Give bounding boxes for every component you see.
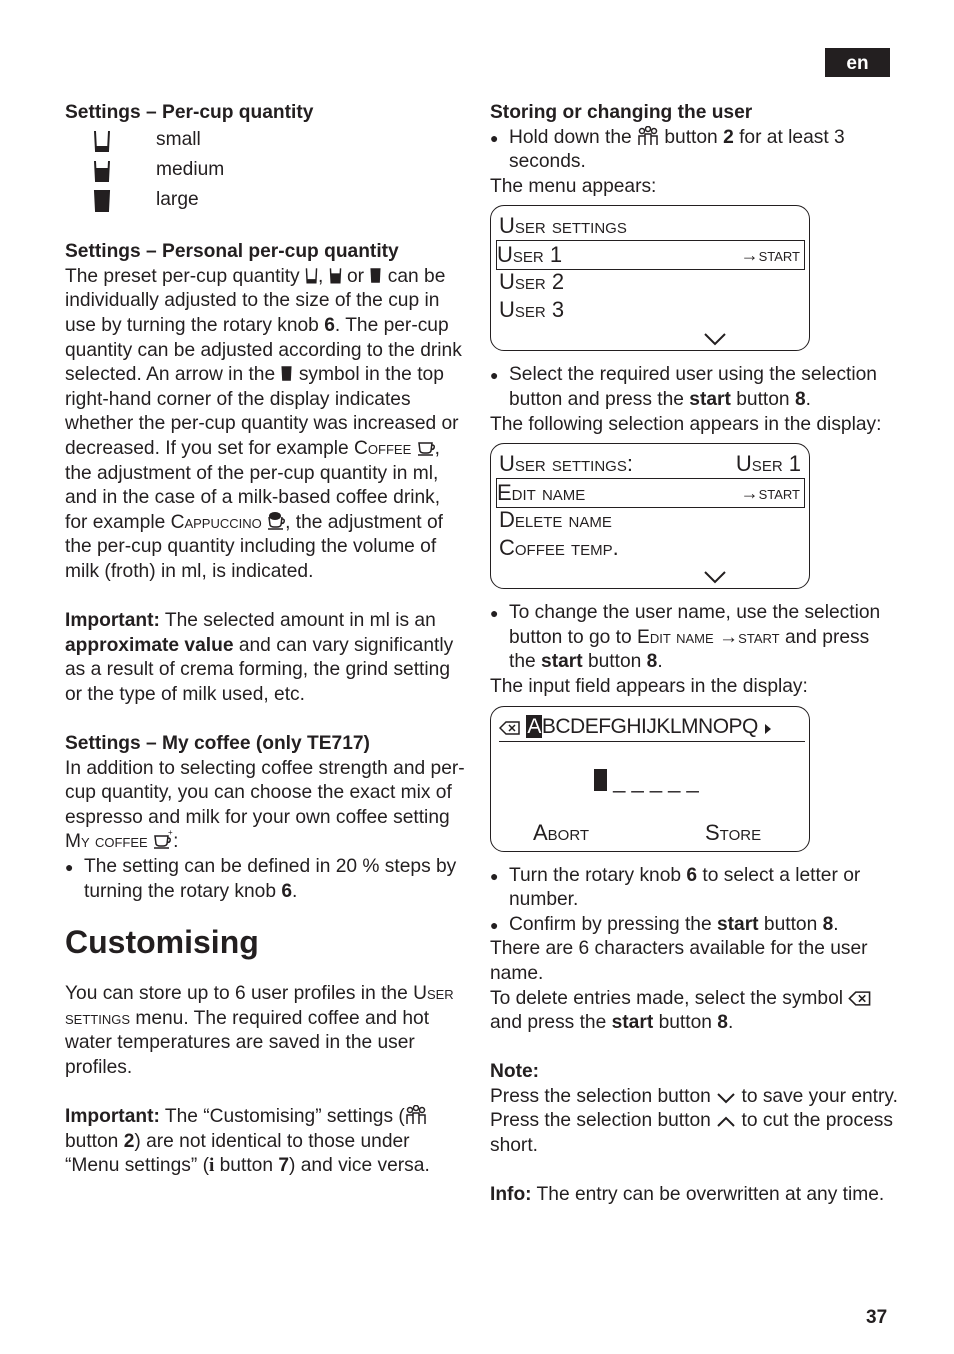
important-customising-note: Important: The “Customising” settings ( button 2) are not identical to those under “Menu settings” (i button 7) and vice versa.	[65, 1106, 430, 1177]
store-button[interactable]: Store	[705, 819, 762, 845]
backspace-icon	[499, 720, 521, 736]
cup-large-row	[65, 186, 465, 216]
change-name-bullet: ● To change the user name, use the selection button to go to Edit name →start and press the start button 8.	[490, 601, 900, 675]
page-number: 37	[866, 1307, 888, 1328]
characters-available-text: There are 6 characters available for the user name.	[490, 938, 868, 984]
selected-letter[interactable]: A	[527, 714, 541, 738]
cup-large-label: large	[156, 189, 199, 211]
cup-small-row	[65, 126, 465, 156]
personal-quantity-heading: Settings – Personal per-cup quantity	[65, 241, 399, 263]
display-row-user-1[interactable]: User 1 →start	[496, 240, 805, 270]
svg-text:+: +	[168, 830, 173, 838]
display-header: User settings	[499, 212, 805, 241]
medium-cup-icon	[329, 266, 342, 285]
input-appears-text: The input field appears in the display:	[490, 675, 808, 697]
cup-medium-row	[65, 156, 465, 186]
chevron-down-icon	[703, 332, 727, 346]
display-row-delete-name[interactable]: Delete name	[499, 507, 612, 533]
cup-small-label: small	[156, 129, 201, 151]
user-edit-display	[490, 443, 810, 589]
small-cup-icon	[305, 266, 318, 285]
display-header: User settings: User 1	[499, 450, 805, 479]
name-entry-field[interactable]: _ _ _ _ _	[594, 769, 699, 794]
medium-cup-icon	[93, 159, 111, 183]
customising-heading: Customising	[65, 924, 259, 961]
my-coffee-bullet: ● The setting can be defined in 20 % steps by turning the rotary knob 6.	[65, 855, 465, 904]
my-coffee-heading: Settings – My coffee (only TE717)	[65, 733, 370, 755]
customising-intro: You can store up to 6 user profiles in the User settings menu. The required coffee and hot water temperatures are saved in the user profiles.	[65, 983, 454, 1078]
info-text: Info: The entry can be overwritten at any time.	[490, 1184, 885, 1206]
select-user-bullet: ● Select the required user using the selection button and press the start button 8.	[490, 363, 900, 412]
cursor	[594, 769, 607, 791]
my-coffee-text: In addition to selecting coffee strength and per-cup quantity, you can choose the exact mix of espresso and milk for your own coffee setting My coffee + :	[65, 757, 465, 853]
display-row-coffee-temp[interactable]: Coffee temp.	[499, 535, 619, 561]
hold-button-bullet: ● Hold down the button 2 for at least 3 seconds.	[490, 126, 879, 175]
display-row-edit-name[interactable]: Edit name →start	[496, 478, 805, 508]
note-label: Note:	[490, 1061, 540, 1083]
language-tab: en	[825, 48, 890, 77]
following-selection-text: The following selection appears in the display:	[490, 413, 882, 435]
right-column	[490, 101, 900, 1208]
menu-appears-text: The menu appears:	[490, 175, 657, 197]
cup-medium-label: medium	[156, 159, 225, 181]
arrow-right-icon	[763, 722, 773, 736]
per-cup-heading: Settings – Per-cup quantity	[65, 102, 314, 123]
display-row-user-2[interactable]: User 2	[499, 269, 565, 295]
left-column	[65, 101, 465, 1179]
small-cup-icon	[93, 129, 111, 153]
large-cup-icon	[369, 266, 382, 285]
important-amount-note: Important: The selected amount in ml is an approximate value and can vary significantly as a result of crema forming, the grind setting or the type of milk used, etc.	[65, 610, 454, 705]
personal-quantity-text: The preset per-cup quantity , or can be individually adjusted to the size of the cup in use by turning the rotary knob 6. The per-cup quantity can be adjusted according to the drink selected. An arrow in the symbol in the top right-hand corner of the display indicates whether the per-cup quantity was increased or decreased. If you set for example Coffee , the adjustment of the per-cup quantity in ml, and in the case of a milk-based coffee drink, for example Cappuccino , the adjustment of the per-cup quantity including the volume of milk (froth) in ml, is indicated.	[65, 265, 462, 582]
note-text: Press the selection button to save your entry. Press the selection button to cut the process short.	[490, 1085, 898, 1157]
cappuccino-cup-icon	[267, 511, 285, 531]
turn-knob-bullet: ● Turn the rotary knob 6 to select a letter or number.	[490, 864, 900, 913]
letter-list[interactable]: BCDEFGHIJKLMNOPQ	[541, 714, 758, 738]
storing-user-heading: Storing or changing the user	[490, 102, 753, 123]
chevron-down-icon	[703, 570, 727, 584]
coffee-cup-icon	[417, 439, 435, 457]
backspace-icon	[848, 990, 872, 1007]
my-coffee-icon	[153, 830, 173, 850]
chevron-up-icon	[716, 1115, 736, 1129]
letter-selector[interactable]	[499, 713, 805, 742]
large-cup-icon	[280, 364, 293, 383]
name-input-display	[490, 706, 810, 852]
info-icon: i	[208, 1155, 215, 1177]
large-cup-icon	[93, 189, 111, 213]
user-profile-icon	[405, 1105, 427, 1125]
user-settings-display	[490, 205, 810, 351]
chevron-down-icon	[716, 1091, 736, 1105]
delete-entries-text: To delete entries made, select the symbol and press the start button 8.	[490, 987, 900, 1036]
display-row-user-3[interactable]: User 3	[499, 297, 565, 323]
confirm-bullet: ● Confirm by pressing the start button 8.	[490, 913, 900, 938]
user-profile-icon	[637, 126, 659, 146]
abort-button[interactable]: Abort	[533, 819, 590, 845]
